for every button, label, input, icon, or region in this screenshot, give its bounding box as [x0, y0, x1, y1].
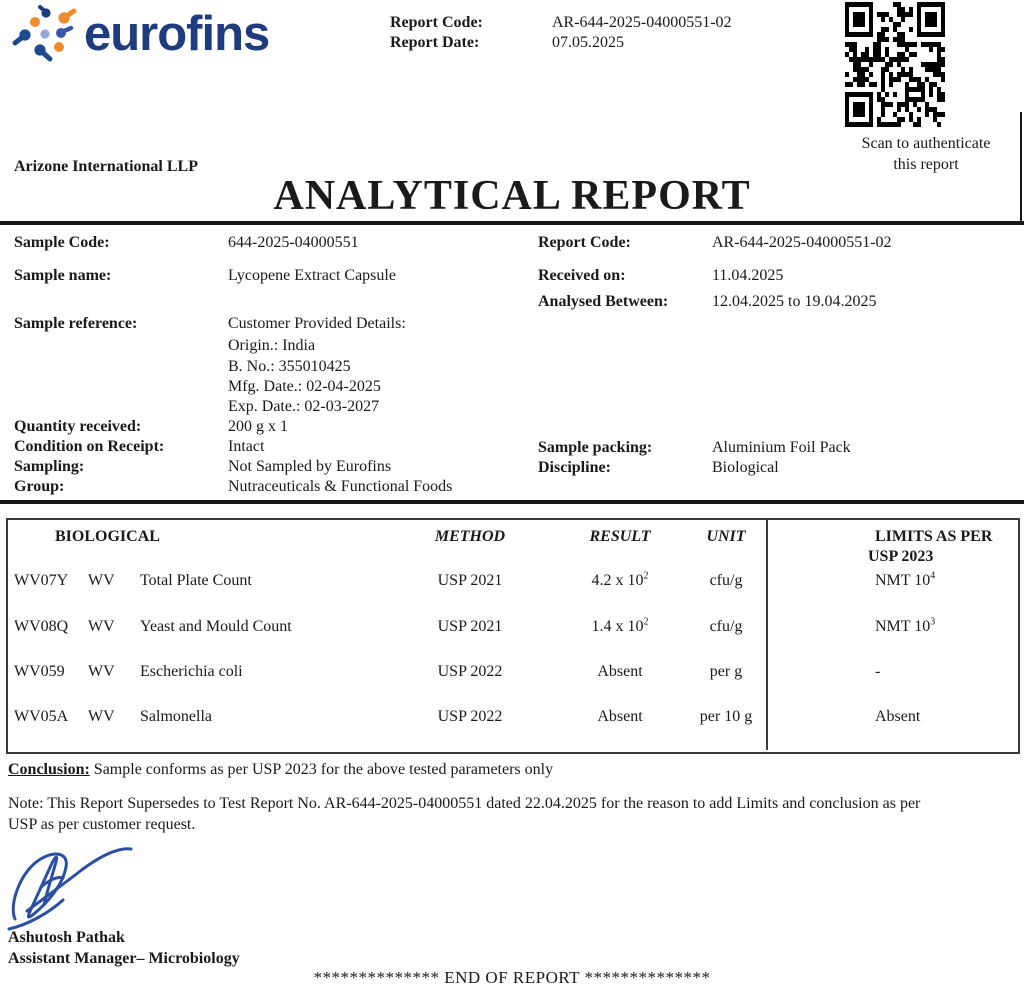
discipline-value: Biological: [712, 459, 779, 476]
sample-code-value: 644-2025-04000551: [228, 234, 359, 251]
sample-name-label: Sample name:: [14, 267, 112, 284]
cell-unit: per 10 g: [699, 708, 753, 725]
cell-test-code: WV07Y: [14, 572, 69, 589]
limit-exponent: 3: [930, 616, 936, 628]
signatory-role: Assistant Manager– Microbiology: [8, 950, 240, 967]
column-header-unit: UNIT: [706, 528, 746, 545]
cell-lab-code: WV: [88, 572, 115, 589]
conclusion-text: Sample conforms as per USP 2023 for the above tested parameters only: [93, 761, 554, 778]
divider-top: [0, 221, 1024, 225]
sampling-value: Not Sampled by Eurofins: [228, 458, 392, 475]
cell-result: Absent: [597, 663, 643, 680]
cell-result: [560, 572, 680, 590]
qr-caption-line1: Scan to authenticate: [861, 135, 991, 152]
conclusion-line: [8, 760, 553, 779]
report-date-value: 07.05.2025: [552, 34, 624, 51]
group-value: Nutraceuticals & Functional Foods: [228, 478, 453, 495]
cell-test-code: WV05A: [14, 708, 69, 725]
cell-parameter: Yeast and Mould Count: [140, 618, 292, 635]
column-header-limits-line1: LIMITS AS PER: [875, 528, 993, 545]
eurofins-logo-mark: [12, 4, 82, 66]
sample-reference-line: Origin.: India: [228, 337, 316, 354]
qr-caption: [838, 133, 1014, 175]
sample-packing-label: Sample packing:: [538, 439, 653, 456]
sample-code-label: Sample Code:: [14, 234, 110, 251]
conclusion-label: Conclusion:: [8, 761, 90, 778]
result-exponent: 2: [643, 616, 649, 628]
table-section-header: BIOLOGICAL: [55, 528, 160, 545]
column-header-limits-line2: USP 2023: [868, 548, 934, 565]
note-line2: USP as per customer request.: [8, 816, 196, 833]
report-date-label: Report Date:: [390, 34, 480, 51]
column-header-method: METHOD: [434, 528, 506, 545]
cell-lab-code: WV: [88, 663, 115, 680]
result-exponent: 2: [643, 570, 649, 582]
cell-parameter: Escherichia coli: [140, 663, 243, 680]
sample-reference-line: B. No.: 355010425: [228, 358, 351, 375]
limit-value: NMT 10: [875, 618, 931, 635]
report-code-label: Report Code:: [390, 14, 483, 31]
sample-packing-value: Aluminium Foil Pack: [712, 439, 851, 456]
cell-test-code: WV08Q: [14, 618, 69, 635]
report-code2-label: Report Code:: [538, 234, 631, 251]
cell-lab-code: WV: [88, 618, 115, 635]
analysed-between-label: Analysed Between:: [538, 293, 669, 310]
cell-unit: per g: [709, 663, 743, 680]
eurofins-logo-text: eurofins: [84, 7, 270, 61]
qr-caption-line2: this report: [893, 156, 959, 173]
limit-exponent: 4: [930, 570, 936, 582]
cell-limit: [875, 618, 935, 636]
sample-reference-line: Customer Provided Details:: [228, 315, 406, 332]
cell-method: USP 2021: [437, 618, 503, 635]
cell-result: Absent: [597, 708, 643, 725]
cell-lab-code: WV: [88, 708, 115, 725]
page-title: ANALYTICAL REPORT: [273, 173, 751, 219]
limit-value: NMT 10: [875, 572, 931, 589]
company-name: Arizone International LLP: [14, 158, 198, 175]
sampling-label: Sampling:: [14, 458, 85, 475]
result-value: 4.2 x 10: [591, 572, 644, 589]
received-on-label: Received on:: [538, 267, 626, 284]
cell-method: USP 2021: [437, 572, 503, 589]
sample-reference-label: Sample reference:: [14, 315, 138, 332]
end-of-report: ************** END OF REPORT **************: [313, 968, 711, 987]
sample-name-value: Lycopene Extract Capsule: [228, 267, 396, 284]
quantity-received-label: Quantity received:: [14, 418, 142, 435]
qr-code: [845, 2, 945, 127]
column-header-result: RESULT: [589, 528, 651, 545]
report-code-value: AR-644-2025-04000551-02: [552, 14, 732, 31]
cell-parameter: Salmonella: [140, 708, 212, 725]
discipline-label: Discipline:: [538, 459, 611, 476]
condition-value: Intact: [228, 438, 265, 455]
cell-unit: cfu/g: [709, 618, 743, 635]
cell-test-code: WV059: [14, 663, 65, 680]
received-on-value: 11.04.2025: [712, 267, 784, 284]
cell-method: USP 2022: [437, 708, 503, 725]
group-label: Group:: [14, 478, 65, 495]
signature-image: [5, 843, 145, 931]
cell-limit: Absent: [875, 708, 921, 725]
cell-limit: -: [875, 663, 881, 680]
note-line1: Note: This Report Supersedes to Test Report No. AR-644-2025-04000551 dated 22.04.2025 for the reason to add Limits and conclusion as per: [8, 795, 921, 812]
condition-label: Condition on Receipt:: [14, 438, 165, 455]
sample-reference-line: Mfg. Date.: 02-04-2025: [228, 378, 381, 395]
cell-unit: cfu/g: [709, 572, 743, 589]
result-value: 1.4 x 10: [591, 618, 644, 635]
cell-method: USP 2022: [437, 663, 503, 680]
quantity-received-value: 200 g x 1: [228, 418, 288, 435]
cell-limit: [875, 572, 935, 590]
eurofins-logo: [12, 4, 292, 66]
cell-result: [560, 618, 680, 636]
report-code2-value: AR-644-2025-04000551-02: [712, 234, 892, 251]
sample-reference-line: Exp. Date.: 02-03-2027: [228, 398, 380, 415]
analysed-between-value: 12.04.2025 to 19.04.2025: [712, 293, 877, 310]
signatory-name: Ashutosh Pathak: [8, 929, 125, 946]
divider-middle: [0, 500, 1024, 504]
cell-parameter: Total Plate Count: [140, 572, 252, 589]
